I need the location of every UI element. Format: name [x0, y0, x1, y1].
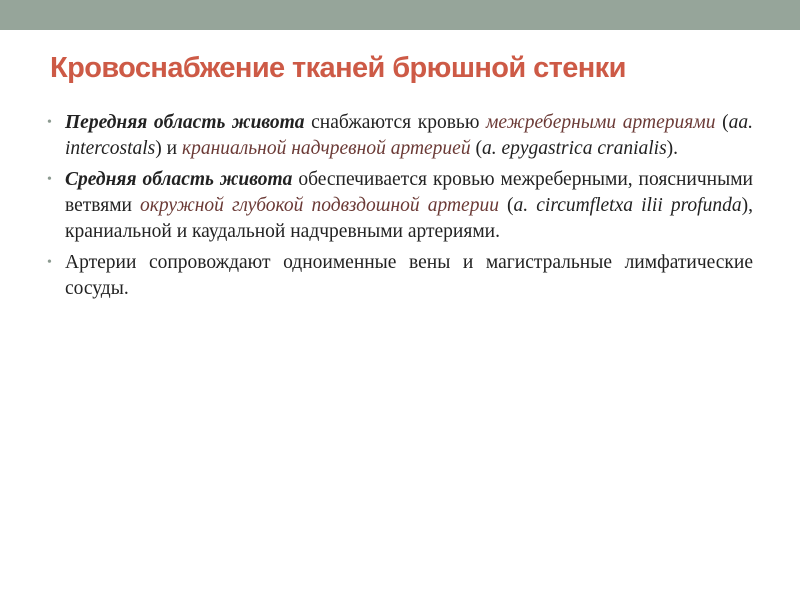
bullet-text: Артерии сопровождают одноименные вены и магистральные лимфатические сосуды.: [65, 252, 753, 299]
artery-term: окружной глубокой подвздошной артерии: [140, 195, 499, 216]
bullet-text: ), краниальной и каудальной надчревными артериями.: [65, 195, 753, 242]
bullet-heading: Средняя область живота: [65, 169, 293, 190]
bullet-text: (: [498, 195, 514, 216]
latin-term: аа. intercostals: [65, 112, 753, 159]
bullet-dot-icon: •: [47, 255, 52, 270]
bullet-text: (: [715, 112, 729, 133]
latin-term: а. epygastrica cranialis: [481, 138, 667, 159]
bullet-text: ).: [666, 138, 679, 159]
bullet-text: обеспечивается кровью межреберными, поясничными ветвями: [65, 169, 753, 216]
bullet-dot-icon: •: [47, 115, 52, 130]
bullet-item-anterior: [45, 110, 753, 162]
bullet-list: [45, 110, 753, 307]
bullet-text: ) и: [155, 138, 182, 159]
bullet-text: (: [470, 138, 482, 159]
bullet-item-veins: [45, 250, 753, 302]
bullet-heading: Передняя область живота: [65, 112, 305, 133]
artery-term: межреберными артериями: [485, 112, 716, 133]
bullet-text: снабжаются кровью: [304, 112, 486, 133]
latin-term: а. circumfletxa ilii profunda: [513, 195, 742, 216]
artery-term: краниальной надчревной артерией: [181, 138, 471, 159]
top-decorative-band: [0, 0, 800, 30]
bullet-dot-icon: •: [47, 172, 52, 187]
slide-title: Кровоснабжение тканей брюшной стенки: [50, 52, 626, 84]
bullet-item-middle: [45, 167, 753, 245]
